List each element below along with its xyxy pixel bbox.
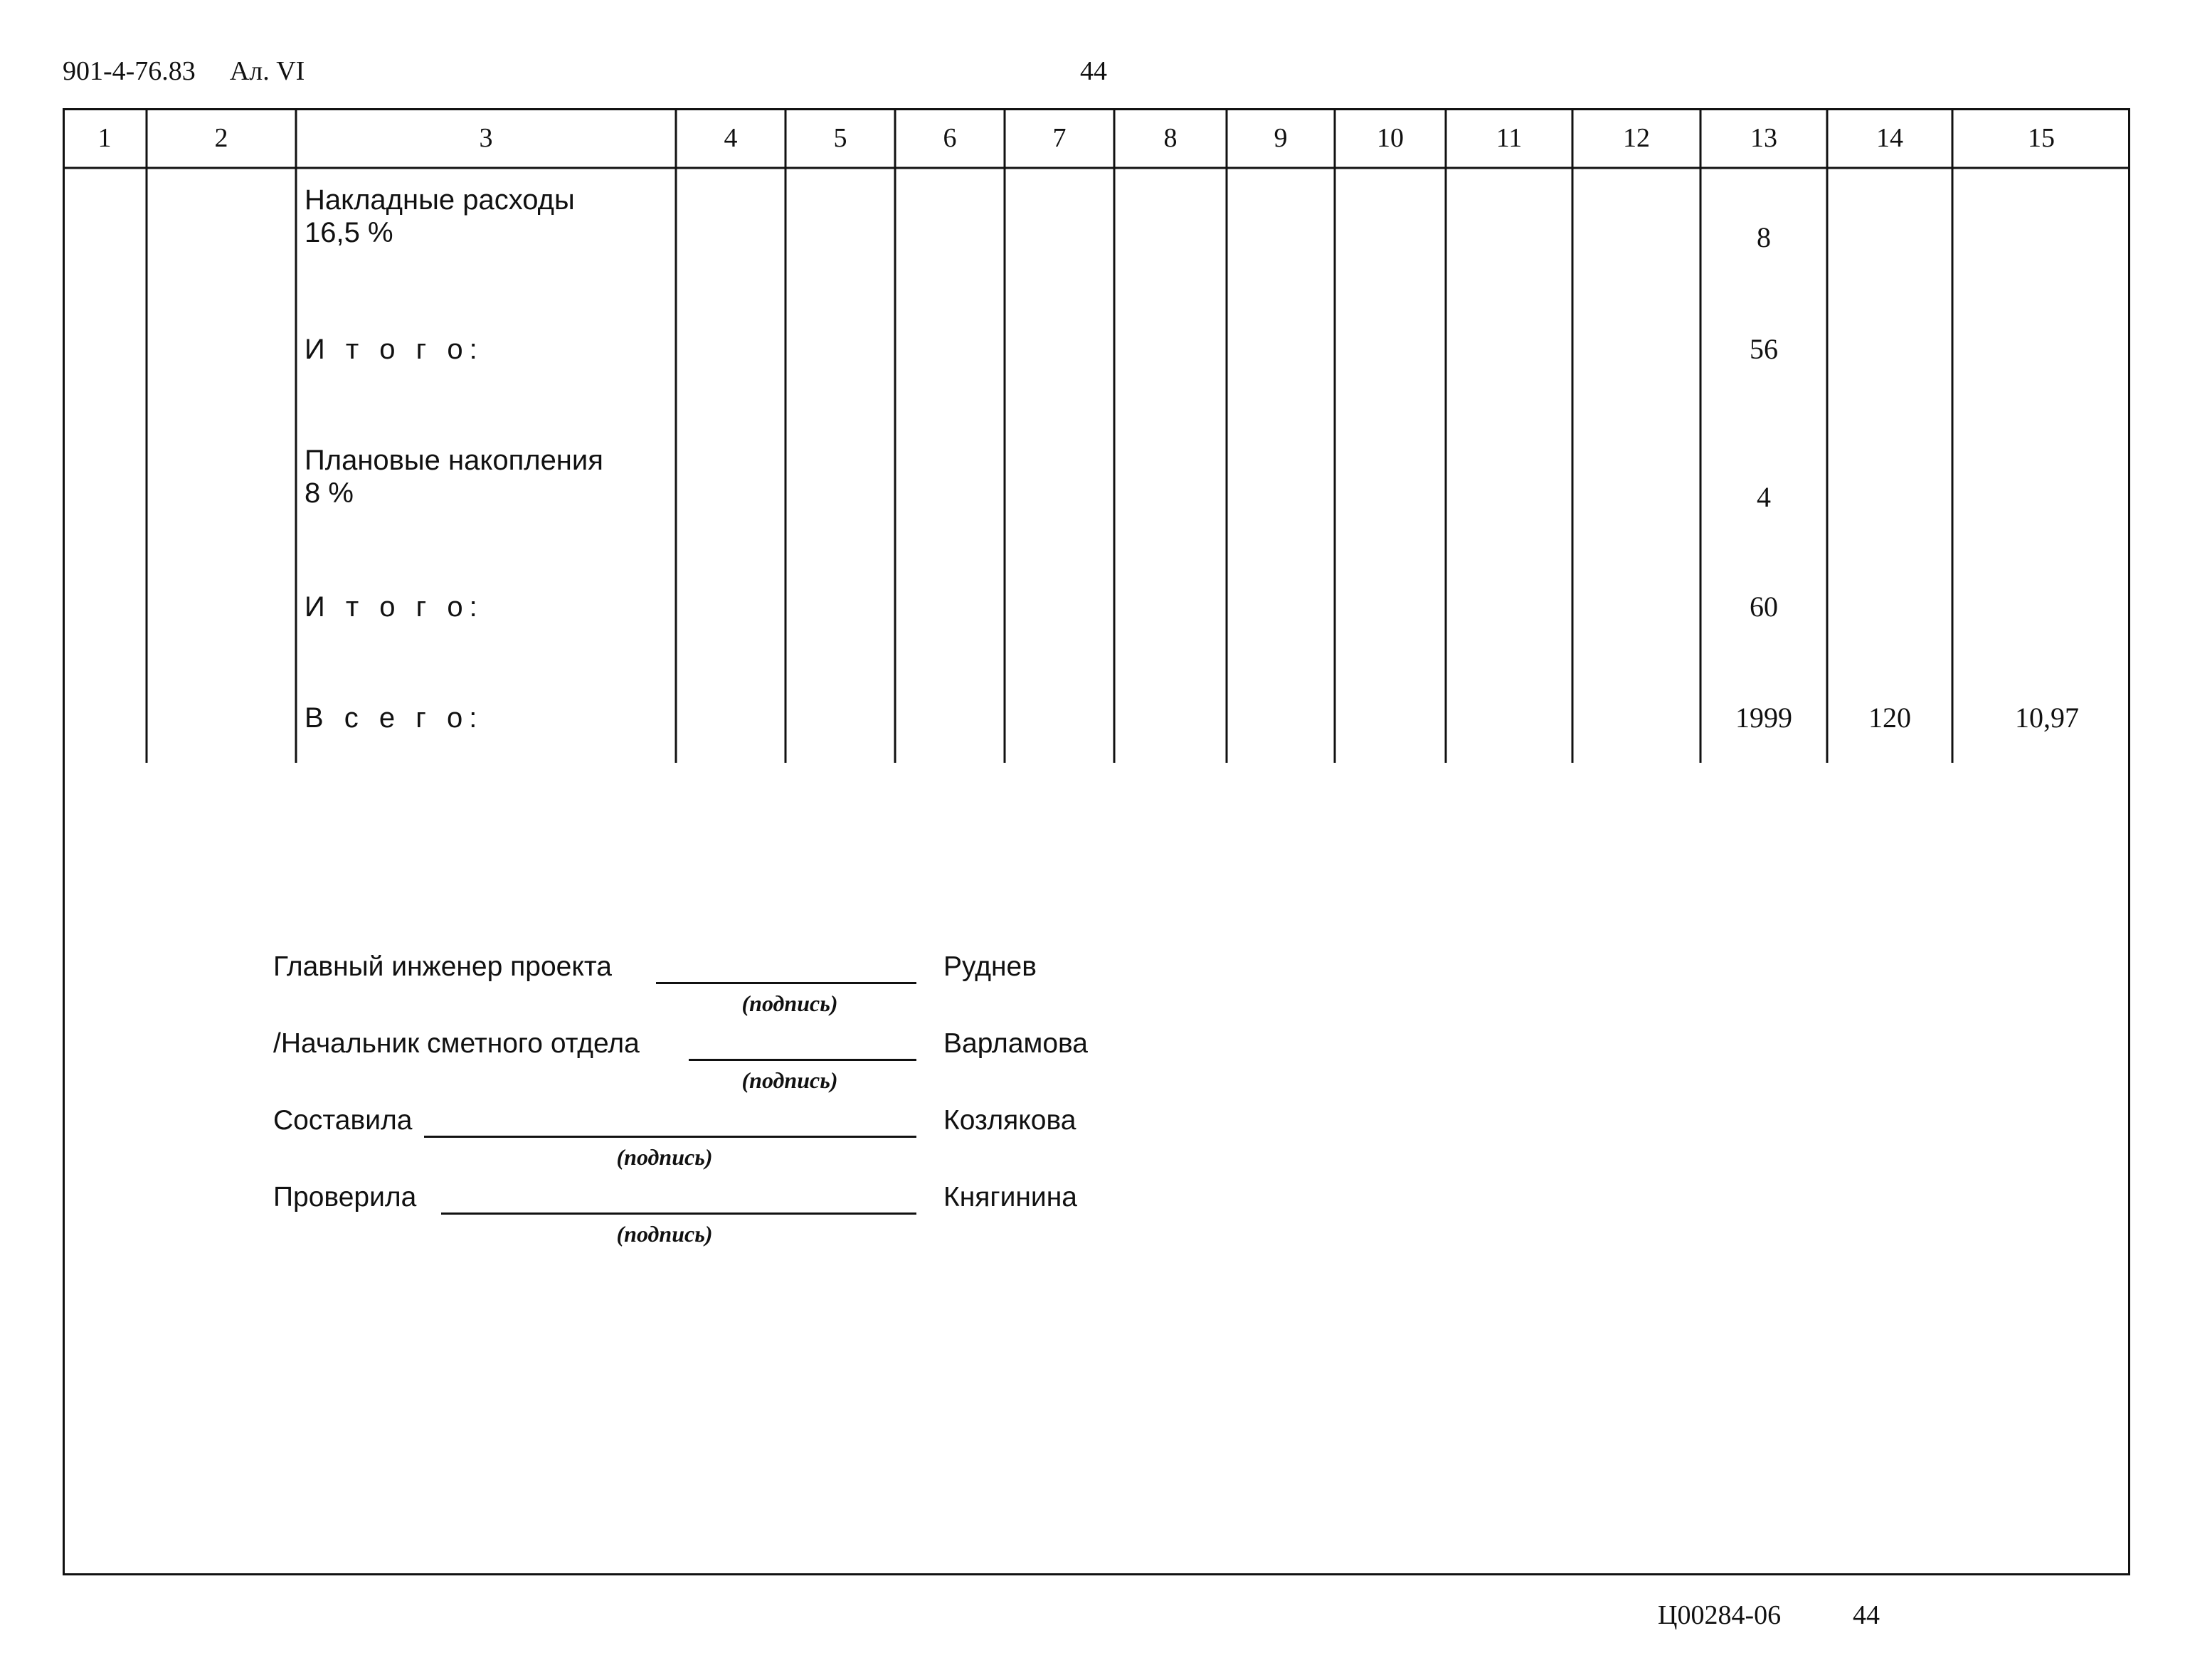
cell-col-13: 8: [1757, 221, 1771, 253]
cell-col-13: 4: [1757, 481, 1771, 513]
row-description: И т о г о:: [305, 334, 484, 365]
signature-name: Княгинина: [943, 1182, 1077, 1213]
signature-line: [441, 1213, 916, 1215]
page-number-top: 44: [1080, 56, 1107, 86]
signature-hint: (подпись): [741, 1067, 838, 1093]
footer-page-number: 44: [1853, 1600, 1880, 1630]
column-number-4: 4: [724, 123, 738, 153]
column-number-1: 1: [97, 123, 112, 153]
signature-role: Главный инженер проекта: [273, 951, 612, 982]
signature-line: [689, 1059, 916, 1061]
signature-name: Варламова: [943, 1028, 1088, 1059]
column-number-7: 7: [1052, 123, 1067, 153]
row-description: Плановые накопления 8 %: [305, 445, 603, 509]
signature-name: Козлякова: [943, 1105, 1076, 1136]
signature-role: /Начальник сметного отдела: [273, 1028, 640, 1059]
signature-role: Проверила: [273, 1182, 417, 1213]
column-number-12: 12: [1623, 123, 1650, 153]
album-number: Ал. VI: [229, 56, 305, 86]
signature-hint: (подпись): [616, 1221, 713, 1247]
signature-line: [656, 982, 916, 984]
column-number-11: 11: [1496, 123, 1523, 153]
column-number-8: 8: [1163, 123, 1178, 153]
column-number-3: 3: [479, 123, 493, 153]
column-number-14: 14: [1876, 123, 1903, 153]
column-number-9: 9: [1274, 123, 1288, 153]
row-description: Накладные расходы 16,5 %: [305, 184, 575, 248]
cell-col-13: 60: [1750, 591, 1778, 623]
column-number-6: 6: [943, 123, 957, 153]
signature-line: [424, 1136, 916, 1138]
cell-col-15: 10,97: [2015, 702, 2079, 734]
signature-role: Составила: [273, 1105, 413, 1136]
cell-col-14: 120: [1868, 702, 1911, 734]
row-description: И т о г о:: [305, 591, 484, 623]
cell-col-13: 56: [1750, 333, 1778, 365]
row-description: В с е г о:: [305, 702, 484, 734]
column-number-5: 5: [833, 123, 847, 153]
column-number-15: 15: [2028, 123, 2055, 153]
column-number-13: 13: [1750, 123, 1777, 153]
document-code: 901-4-76.83: [63, 56, 196, 86]
signature-hint: (подпись): [616, 1144, 713, 1170]
cell-col-13: 1999: [1735, 702, 1792, 734]
column-number-10: 10: [1377, 123, 1404, 153]
signature-name: Руднев: [943, 951, 1037, 982]
column-number-2: 2: [214, 123, 228, 153]
signature-hint: (подпись): [741, 990, 838, 1016]
footer-code: Ц00284-06: [1658, 1600, 1782, 1630]
